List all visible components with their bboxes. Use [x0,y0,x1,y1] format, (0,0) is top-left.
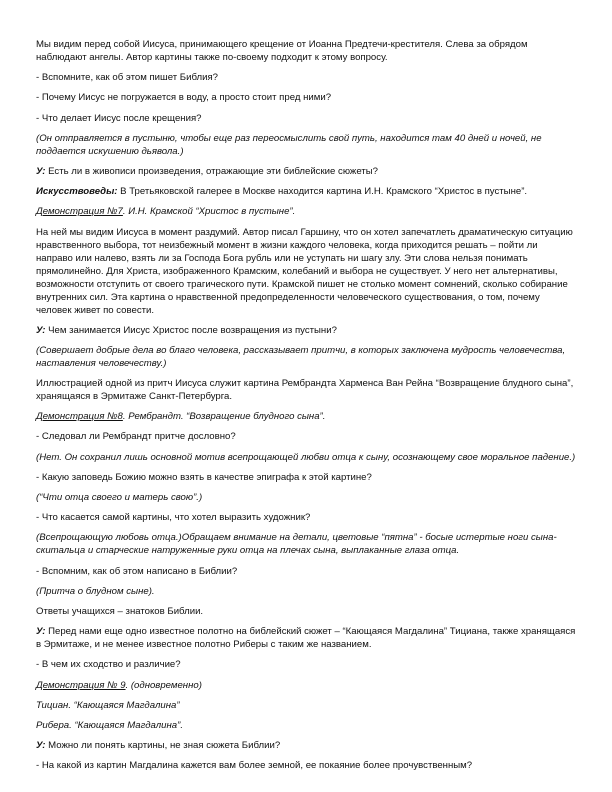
answer-parable: (Притча о блудном сыне). [36,585,155,597]
teacher-magdalene-intro [36,625,576,651]
demonstration-9-text: . (одновременно) [125,679,202,691]
teacher-question-return [36,324,576,337]
teacher-question-understand [36,739,576,752]
art-critics-label: Искусствоведы: [36,186,118,198]
students-answers: Ответы учащихся – знатоков Библии. [36,605,204,617]
demonstration-8-text: . Рембрандт. “Возвращение блудного сына”. [122,411,326,423]
answer-literal: (Нет. Он сохранил лишь основной мотив всепрощающей любви отца к сыну, осознающему свое моральное падение.) [36,451,576,463]
question-similarity: - В чем их сходство и различие? [36,659,181,671]
demonstration-9 [36,679,576,692]
answer-artist-intent: (Всепрощающую любовь отца.)Обращаем внимание на детали, цветовые “пятна” - босые истертые ноги сына-скитальца и старческие натруженные руки отца на плечах сына, выплаканные глаза отца. [36,532,557,557]
demonstration-7 [36,205,576,218]
intro-paragraph: Мы видим перед собой Иисуса, принимающего крещение от Иоанна Предтечи-крестителя. Слева за обрядом наблюдают ангелы. Автор картины также по-своему подходит к этому вопросу. [36,39,528,63]
teacher-label: У: [36,165,46,177]
question-bible-text: - Вспомним, как об этом написано в Библии? [36,565,238,577]
question-literal: - Следовал ли Рембрандт притче дословно? [36,431,236,443]
demonstration-7-text: . И.Н. Крамской “Христос в пустыне”. [122,206,296,218]
teacher-question-painting [36,165,576,178]
teacher-magdalene-text: Перед нами еще одно известное полотно на библейский сюжет – “Кающаяся Магдалина” Тициана, также хранящаяся в Эрмитаже, и не менее известное полотно Риберы с таким же названием. [36,626,576,651]
kramskoy-description: На ней мы видим Иисуса в момент раздумий. Автор писал Гаршину, что он хотел запечатлеть драматическую ситуацию нравственного выбора, тот неизбежный момент в жизни каждого человека, когда приходится решать – пойти ли направо или налево, взять ли за Господа Бога рубль или не уступать ни шагу злу. Эти слова нельзя понимать прямолинейно. Для Христа, изображенного Крамским, колебаний и выбора не существует. У него нет альтернативы, возможности отступить от своего трагического пути. Крамской пишет не столько момент сомнений, сколько собирание внутренних сил. Эта картина о нравственной предопределенности человеческого существования, о том, почему человек живет по совести. [36,226,573,316]
document-page [36,38,576,779]
question-bible: - Вспомните, как об этом пишет Библия? [36,72,218,84]
question-commandment: - Какую заповедь Божию можно взять в качестве эпиграфа к этой картине? [36,471,372,483]
question-artist-intent: - Что касается самой картины, что хотел выразить художник? [36,512,311,524]
demonstration-9-label: Демонстрация № 9 [36,679,126,691]
rembrandt-intro: Иллюстрацией одной из притч Иисуса служит картина Рембрандта Харменса Ван Рейна “Возвращение блудного сына”, хранящаяся в Эрмитаже Санкт-Петербурга. [36,378,574,403]
demonstration-7-label: Демонстрация №7 [36,206,123,218]
question-earthly: - На какой из картин Магдалина кажется вам более земной, ее покаяние более прочувственным? [36,760,473,772]
question-water: - Почему Иисус не погружается в воду, а просто стоит пред ними? [36,92,332,104]
answer-good-deeds: (Совершает добрые дела во благо человека, рассказывает притчи, в которых заключена мудрость человечества, наставления человечеству.) [36,344,566,369]
answer-commandment: (“Чти отца своего и матерь свою”.) [36,492,203,503]
art-critics-text: В Третьяковской галерее в Москве находится картина И.Н. Крамского “Христос в пустыне”. [117,186,528,198]
teacher-question-text: Есть ли в живописи произведения, отражающие эти библейские сюжеты? [45,165,378,177]
teacher-label: У: [36,626,46,638]
titian-title: Тициан. “Кающаяся Магдалина” [36,699,180,711]
demonstration-8-label: Демонстрация №8 [36,411,123,423]
teacher-label: У: [36,324,46,336]
teacher-question-text: Можно ли понять картины, не зная сюжета Библии? [45,740,281,752]
teacher-label: У: [36,740,46,752]
teacher-question-text: Чем занимается Иисус Христос после возвращения из пустыни? [45,324,337,336]
answer-desert: (Он отправляется в пустыню, чтобы еще раз переосмыслить свой путь, находится там 40 дней и ночей, не поддается искушению дьявола.) [36,132,542,157]
ribera-title: Рибера. “Кающаяся Магдалина”. [36,719,183,731]
demonstration-8 [36,410,576,423]
question-after-baptism: - Что делает Иисус после крещения? [36,112,202,124]
art-critics-paragraph [36,185,576,198]
